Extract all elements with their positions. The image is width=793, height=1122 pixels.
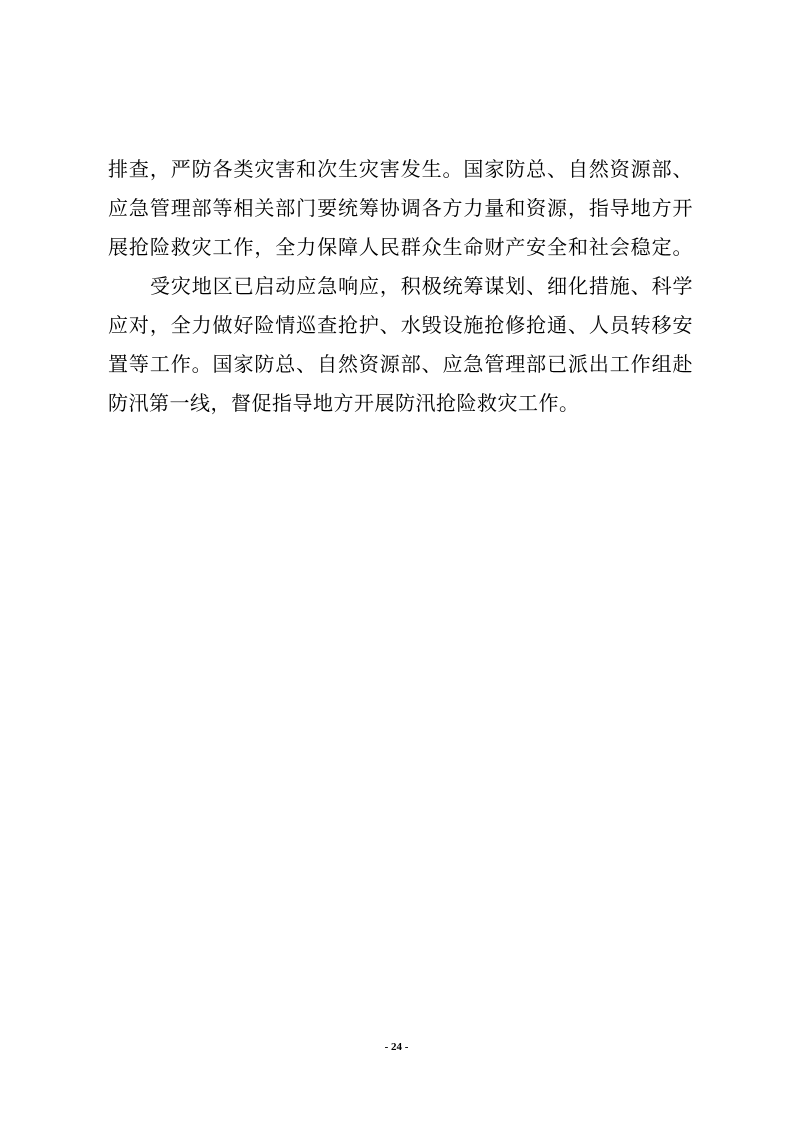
paragraph-2	[108, 267, 693, 423]
paragraph-line: 应急管理部等相关部门要统筹协调各方力量和资源，指导地方开	[108, 196, 693, 220]
paragraph-line: 防汛第一线，督促指导地方开展防汛抢险救灾工作。	[108, 391, 580, 415]
paragraph-line: 置等工作。国家防总、自然资源部、应急管理部已派出工作组赴	[108, 352, 693, 376]
paragraph-line: 排查，严防各类灾害和次生灾害发生。国家防总、自然资源部、	[108, 157, 693, 181]
paragraph-line: 应对，全力做好险情巡查抢护、水毁设施抢修抢通、人员转移安	[108, 313, 693, 337]
body-text	[108, 150, 693, 423]
page-number: - 24 -	[384, 1041, 409, 1053]
paragraph-line: 展抢险救灾工作，全力保障人民群众生命财产安全和社会稳定。	[108, 235, 693, 259]
paragraph-line: 受灾地区已启动应急响应，积极统筹谋划、细化措施、科学	[150, 274, 693, 298]
paragraph-1	[108, 150, 693, 267]
